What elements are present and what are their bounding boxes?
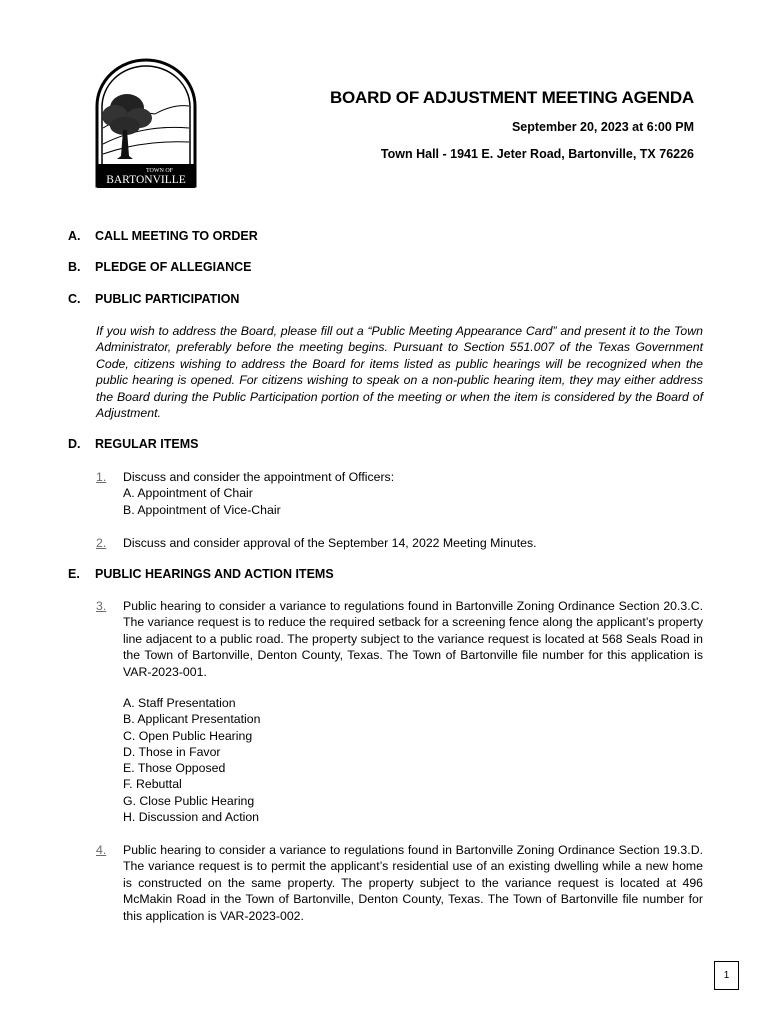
list-item: A. Staff Presentation <box>123 696 236 710</box>
section-title: PLEDGE OF ALLEGIANCE <box>95 260 252 274</box>
item-text: Discuss and consider approval of the September 14, 2022 Meeting Minutes. <box>123 536 537 550</box>
section-letter: B. <box>68 260 81 274</box>
list-item: E. Those Opposed <box>123 761 226 776</box>
meeting-location: Town Hall - 1941 E. Jeter Road, Bartonville, TX 76226 <box>380 147 694 161</box>
item-number-link[interactable]: 3. <box>96 599 107 613</box>
logo-top-text: TOWN OF <box>145 168 173 174</box>
item-text: Public hearing to consider a variance to regulations found in Bartonville Zoning Ordinance Section 20.3.C. The variance request is to reduce the required setback for a screening fence along the applicant’s property line adjacent to a public road. The property subject to the variance request is located at 568 Seals Road in the Town of Bartonville, Denton County, Texas. The Town of Bartonville file number for this application is VAR-2023-001. <box>123 599 703 679</box>
item-number-link[interactable]: 1. <box>96 470 107 484</box>
section-letter: E. <box>68 567 80 581</box>
item-subitem: B. Appointment of Vice-Chair <box>123 502 281 517</box>
section-b <box>68 260 708 274</box>
agenda-item-4 <box>96 842 703 924</box>
item-number-link[interactable]: 4. <box>96 843 107 857</box>
public-participation-text: If you wish to address the Board, please fill out a “Public Meeting Appearance Card” and present it to the Town Administrator, preferably before the meeting begins. Pursuant to Section 551.007 of the Texas Government Code, citizens wishing to address the Board for items listed as public hearings will be recognized when the public hearing is opened. For citizens wishing to speak on a non-public hearing item, they may either address the Board during the Public Participation portion of the meeting or when the item is considered by the Board of Adjustment. <box>96 324 703 421</box>
list-item: D. Those in Favor <box>123 744 221 759</box>
section-title: PUBLIC PARTICIPATION <box>95 292 240 306</box>
agenda-item-1 <box>96 469 703 518</box>
list-item: F. Rebuttal <box>123 777 182 792</box>
agenda-header <box>330 88 694 161</box>
section-letter: D. <box>68 437 81 451</box>
section-title: PUBLIC HEARINGS AND ACTION ITEMS <box>95 567 334 581</box>
town-logo <box>93 58 199 190</box>
agenda-item-2 <box>96 535 703 551</box>
section-a <box>68 229 708 243</box>
logo-name: BARTONVILLE <box>106 174 186 186</box>
page-title: BOARD OF ADJUSTMENT MEETING AGENDA <box>329 88 694 107</box>
list-item: H. Discussion and Action <box>123 810 260 825</box>
section-letter: C. <box>68 292 81 306</box>
item-text: Public hearing to consider a variance to regulations found in Bartonville Zoning Ordinance Section 19.3.D. The variance request is to permit the applicant’s residential use of an existing dwelling while a new home is constructed on the same property. The property subject to the variance request is located at 496 McMakin Road in the Town of Bartonville, Denton County, Texas. The Town of Bartonville file number for this application is VAR-2023-002. <box>123 843 703 923</box>
page-number: 1 <box>714 961 739 990</box>
section-e <box>68 567 708 581</box>
hearing-steps-list <box>123 695 260 825</box>
list-item: B. Applicant Presentation <box>123 712 261 727</box>
section-title: REGULAR ITEMS <box>95 437 199 451</box>
item-text: Discuss and consider the appointment of Officers: <box>123 470 395 484</box>
list-item: C. Open Public Hearing <box>123 728 253 743</box>
section-title: CALL MEETING TO ORDER <box>95 229 258 243</box>
item-subitem: A. Appointment of Chair <box>123 486 253 501</box>
section-letter: A. <box>68 229 81 243</box>
meeting-date: September 20, 2023 at 6:00 PM <box>511 120 694 134</box>
section-c <box>68 292 708 306</box>
item-number-link[interactable]: 2. <box>96 536 107 550</box>
agenda-item-3 <box>96 598 703 680</box>
list-item: G. Close Public Hearing <box>123 793 255 808</box>
section-d <box>68 437 708 451</box>
